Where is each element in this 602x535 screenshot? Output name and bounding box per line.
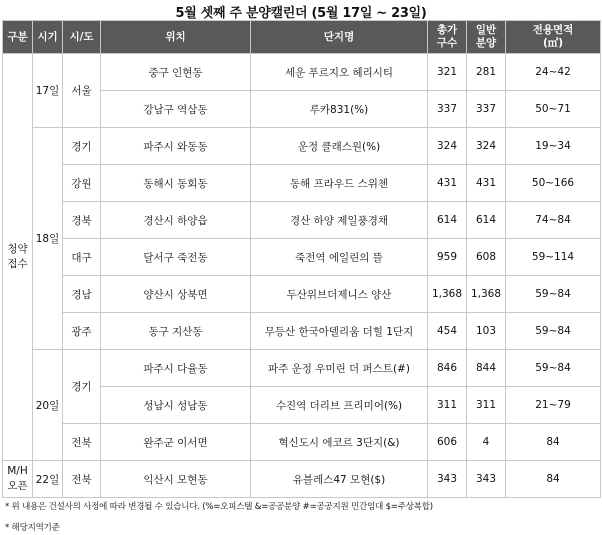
region-cell: 전북 [63,424,101,461]
area-cell: 59~84 [506,276,601,313]
location-cell: 동해시 동회동 [101,165,251,202]
area-cell: 59~84 [506,313,601,350]
header-total-l2: 구수 [436,37,458,49]
area-cell: 50~166 [506,165,601,202]
header-area [506,21,601,54]
general-units-cell: 103 [467,313,506,350]
location-cell: 달서구 죽전동 [101,239,251,276]
area-cell: 84 [506,461,601,498]
date-cell: 17일 [33,54,63,128]
location-cell: 중구 인현동 [101,54,251,91]
region-cell: 경남 [63,276,101,313]
location-cell: 익산시 모현동 [101,461,251,498]
general-units-cell: 608 [467,239,506,276]
table-row [3,461,601,498]
area-cell: 50~71 [506,91,601,128]
complex-cell: 루카831(%) [251,91,428,128]
table-row [3,276,601,313]
table-row [3,239,601,276]
total-units-cell: 343 [428,461,467,498]
total-units-cell: 321 [428,54,467,91]
general-units-cell: 337 [467,91,506,128]
table-row [3,202,601,239]
header-timing: 시기 [33,21,63,54]
date-cell: 18일 [33,128,63,350]
calendar-table [2,20,601,498]
location-cell: 경산시 하양읍 [101,202,251,239]
table-row [3,350,601,387]
table-row [3,313,601,350]
location-cell: 동구 지산동 [101,313,251,350]
header-general-l2: 분양 [475,37,497,49]
region-cell: 경기 [63,128,101,165]
general-units-cell: 844 [467,350,506,387]
general-units-cell: 324 [467,128,506,165]
complex-cell: 죽전역 에일린의 뜰 [251,239,428,276]
general-units-cell: 281 [467,54,506,91]
footnote-region-basis: * 해당지역기준 [5,523,60,533]
complex-cell: 유블레스47 모현($) [251,461,428,498]
table-row [3,128,601,165]
header-total-units [428,21,467,54]
total-units-cell: 337 [428,91,467,128]
total-units-cell: 614 [428,202,467,239]
general-units-cell: 343 [467,461,506,498]
area-cell: 19~34 [506,128,601,165]
total-units-cell: 846 [428,350,467,387]
area-cell: 74~84 [506,202,601,239]
area-cell: 59~114 [506,239,601,276]
general-units-cell: 311 [467,387,506,424]
region-cell: 경북 [63,202,101,239]
complex-cell: 파주 운정 우미린 더 퍼스트(#) [251,350,428,387]
header-total-l1: 총가 [436,24,458,36]
region-cell: 경기 [63,350,101,424]
total-units-cell: 431 [428,165,467,202]
group-cell-mh-open: M/H 오픈 [3,461,33,498]
complex-cell: 수진역 더리브 프리미어(%) [251,387,428,424]
area-cell: 24~42 [506,54,601,91]
header-category: 구분 [3,21,33,54]
general-units-cell: 1,368 [467,276,506,313]
area-cell: 21~79 [506,387,601,424]
region-cell: 광주 [63,313,101,350]
date-cell: 22일 [33,461,63,498]
region-cell: 서울 [63,54,101,128]
header-general-units [467,21,506,54]
header-area-l1: 전용면적 [532,24,574,36]
area-cell: 59~84 [506,350,601,387]
region-cell: 전북 [63,461,101,498]
area-cell: 84 [506,424,601,461]
complex-cell: 무등산 한국아델리움 더힐 1단지 [251,313,428,350]
table-row [3,424,601,461]
region-cell: 대구 [63,239,101,276]
total-units-cell: 454 [428,313,467,350]
location-cell: 강남구 역삼동 [101,91,251,128]
page-title: 5월 셋째 주 분양캘린더 (5월 17일 ~ 23일) [175,6,427,21]
group-label: 청약접수 [7,243,28,270]
general-units-cell: 431 [467,165,506,202]
header-row [3,21,601,54]
header-region: 시/도 [63,21,101,54]
region-cell: 강원 [63,165,101,202]
complex-cell: 세운 푸르지오 헤리시티 [251,54,428,91]
header-complex: 단지명 [251,21,428,54]
location-cell: 양산시 상북면 [101,276,251,313]
total-units-cell: 1,368 [428,276,467,313]
complex-cell: 두산위브더제니스 양산 [251,276,428,313]
location-cell: 파주시 다율동 [101,350,251,387]
group-cell-subscription [3,54,33,461]
location-cell: 성남시 성남동 [101,387,251,424]
location-cell: 완주군 이서면 [101,424,251,461]
table-row [3,54,601,91]
footnote-legend: * 위 내용은 건설사의 사정에 따라 변경될 수 있습니다. (%=오피스텔 &=공공분양 #=공공지원 민간임대 $=주상복합) [5,502,433,512]
general-units-cell: 4 [467,424,506,461]
date-cell: 20일 [33,350,63,461]
header-general-l1: 일반 [475,24,497,36]
header-location: 위치 [101,21,251,54]
complex-cell: 운정 클래스원(%) [251,128,428,165]
header-area-l2: (㎡) [542,37,564,49]
complex-cell: 동해 프라우드 스위첸 [251,165,428,202]
location-cell: 파주시 와동동 [101,128,251,165]
total-units-cell: 959 [428,239,467,276]
complex-cell: 혁신도시 에코르 3단지(&) [251,424,428,461]
complex-cell: 경산 하양 제일풍경채 [251,202,428,239]
total-units-cell: 324 [428,128,467,165]
general-units-cell: 614 [467,202,506,239]
total-units-cell: 311 [428,387,467,424]
table-row [3,165,601,202]
total-units-cell: 606 [428,424,467,461]
